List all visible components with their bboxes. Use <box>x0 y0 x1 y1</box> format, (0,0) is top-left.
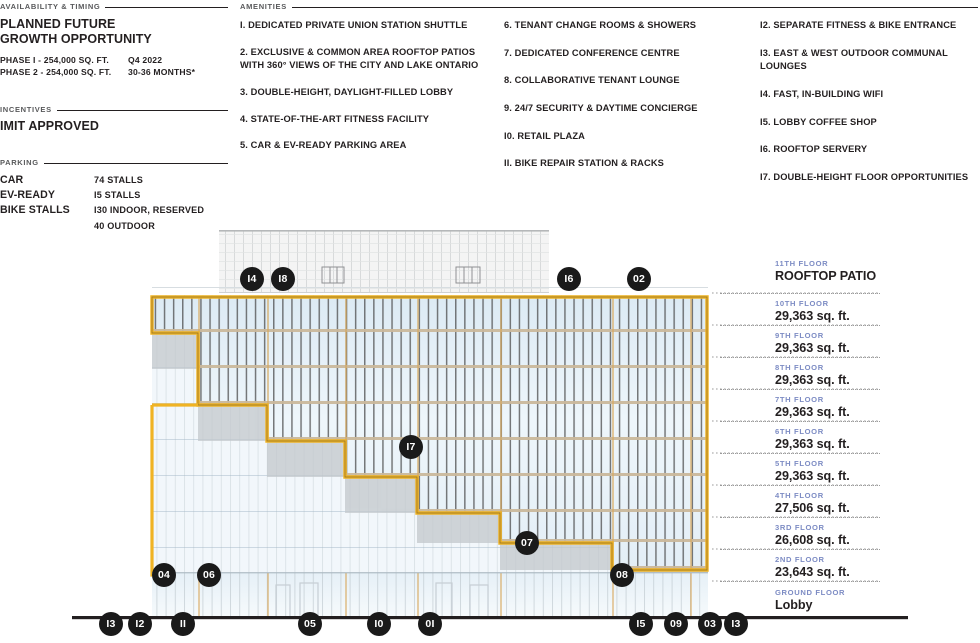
parking-row <box>0 188 228 203</box>
legend-floor-area: 29,363 sq. ft. <box>775 340 850 355</box>
callout-marker[interactable] <box>418 612 442 636</box>
callout-marker[interactable] <box>399 435 423 459</box>
callout-marker-label: 07 <box>520 537 534 549</box>
legend-divider <box>720 325 880 326</box>
callout-marker-label: I6 <box>564 273 574 285</box>
header-rule <box>44 163 228 164</box>
callout-marker-label: I4 <box>247 273 257 285</box>
legend-floor-label: 3RD FLOOR <box>775 523 825 532</box>
callout-marker-label: I7 <box>406 441 416 453</box>
legend-row <box>775 364 975 387</box>
legend-divider <box>720 517 880 518</box>
mechanical-penthouse <box>219 231 549 293</box>
amenity-item: 8. COLLABORATIVE TENANT LOUNGE <box>504 75 680 86</box>
legend-row <box>775 300 975 323</box>
callout-marker-label: I0 <box>374 618 384 630</box>
callout-marker-label: 03 <box>703 618 717 630</box>
amenities-column-2 <box>504 19 760 199</box>
incentives-value: IMIT APPROVED <box>0 118 99 133</box>
legend-floor-area: 29,363 sq. ft. <box>775 468 850 483</box>
callout-marker-label: 04 <box>157 569 171 581</box>
callout-marker-label: 06 <box>202 569 216 581</box>
legend-floor-area: 29,363 sq. ft. <box>775 372 850 387</box>
phase-table <box>0 54 228 78</box>
callout-marker-label: 05 <box>303 618 317 630</box>
amenities-grid <box>240 19 978 199</box>
legend-divider <box>720 357 880 358</box>
callout-marker[interactable] <box>271 267 295 291</box>
legend-row <box>775 524 975 547</box>
availability-section-label: AVAILABILITY & TIMING <box>0 2 101 11</box>
amenity-item: 5. CAR & EV-READY PARKING AREA <box>240 140 407 151</box>
legend-divider <box>720 453 880 454</box>
callout-marker-label: 0I <box>425 618 435 630</box>
callout-marker-label: I5 <box>636 618 646 630</box>
callout-marker-label: I3 <box>106 618 116 630</box>
legend-row <box>775 460 975 483</box>
phase-timing: Q4 2022 <box>128 54 163 65</box>
legend-floor-label: 4TH FLOOR <box>775 491 824 500</box>
callout-marker-label: I3 <box>731 618 741 630</box>
parking-row <box>0 203 228 218</box>
parking-value: 74 STALLS <box>94 174 143 185</box>
legend-floor-label: 10TH FLOOR <box>775 299 829 308</box>
callout-marker-label: II <box>179 618 187 630</box>
amenity-item: II. BIKE REPAIR STATION & RACKS <box>504 158 664 169</box>
callout-marker-label: 09 <box>669 618 683 630</box>
phase-timing: 30-36 MONTHS* <box>128 66 196 77</box>
amenities-column-1 <box>240 19 504 199</box>
legend-floor-label: 8TH FLOOR <box>775 363 824 372</box>
amenity-item: 9. 24/7 SECURITY & DAYTIME CONCIERGE <box>504 102 698 113</box>
amenity-item: I4. FAST, IN-BUILDING WIFI <box>760 88 884 99</box>
legend-divider <box>720 293 880 294</box>
phase-size: PHASE I - 254,000 SQ. FT. <box>0 54 109 65</box>
callout-marker-label: 02 <box>632 273 646 285</box>
callout-marker[interactable] <box>698 612 722 636</box>
legend-row <box>775 589 975 612</box>
amenity-item: I6. ROOFTOP SERVERY <box>760 144 868 155</box>
legend-floor-label: 6TH FLOOR <box>775 427 824 436</box>
callout-marker[interactable] <box>128 612 152 636</box>
incentives-header <box>0 105 228 114</box>
parking-label: CAR <box>0 173 24 186</box>
legend-row <box>775 556 975 579</box>
parking-section-label: PARKING <box>0 157 39 167</box>
parking-value: I30 INDOOR, RESERVED <box>94 205 205 216</box>
legend-row <box>775 492 975 515</box>
callout-marker[interactable] <box>557 267 581 291</box>
callout-marker-label: I8 <box>278 273 288 285</box>
callout-marker[interactable] <box>197 563 221 587</box>
parking-value: 40 OUTDOOR <box>94 220 155 231</box>
callout-marker[interactable] <box>627 267 651 291</box>
amenity-item: 7. DEDICATED CONFERENCE CENTRE <box>504 47 680 58</box>
incentives-section-label: INCENTIVES <box>0 104 52 114</box>
availability-title-line2: GROWTH OPPORTUNITY <box>0 32 152 47</box>
callout-marker-label: 08 <box>615 569 629 581</box>
legend-row <box>775 396 975 419</box>
callout-marker[interactable] <box>367 612 391 636</box>
legend-floor-label: GROUND FLOOR <box>775 588 846 597</box>
amenities-header <box>240 2 978 11</box>
parking-label: BIKE STALLS <box>0 204 70 217</box>
availability-title <box>0 17 228 48</box>
penthouse-cap <box>219 230 549 232</box>
legend-floor-label: 7TH FLOOR <box>775 395 824 404</box>
amenity-item: 4. STATE-OF-THE-ART FITNESS FACILITY <box>240 113 430 124</box>
callout-marker[interactable] <box>610 563 634 587</box>
legend-row <box>775 332 975 355</box>
amenities-section-label: AMENITIES <box>240 2 287 11</box>
penthouse-base <box>219 292 549 293</box>
legend-row <box>775 260 975 283</box>
amenity-item: I0. RETAIL PLAZA <box>504 130 585 141</box>
legend-floor-label: 2ND FLOOR <box>775 555 825 564</box>
amenity-item: 2. EXCLUSIVE & COMMON AREA ROOFTOP PATIOS WITH 360° VIEWS OF THE CITY AND LAKE ONTARIO <box>240 46 479 71</box>
legend-divider <box>720 421 880 422</box>
amenity-item: I7. DOUBLE-HEIGHT FLOOR OPPORTUNITIES <box>760 171 969 182</box>
amenity-item: 6. TENANT CHANGE ROOMS & SHOWERS <box>504 20 697 30</box>
legend-floor-label: 11TH FLOOR <box>775 259 829 268</box>
legend-floor-area: 29,363 sq. ft. <box>775 404 850 419</box>
amenity-item: I. DEDICATED PRIVATE UNION STATION SHUTTLE <box>240 20 468 30</box>
legend-divider <box>720 485 880 486</box>
callout-marker[interactable] <box>240 267 264 291</box>
legend-floor-label: 9TH FLOOR <box>775 331 824 340</box>
parking-label: EV-READY <box>0 189 56 202</box>
legend-divider <box>720 389 880 390</box>
phase-row <box>0 54 228 66</box>
amenities-section <box>240 2 978 199</box>
callout-marker[interactable] <box>664 612 688 636</box>
amenity-item: I5. LOBBY COFFEE SHOP <box>760 116 877 127</box>
legend-floor-area: 29,363 sq. ft. <box>775 308 850 323</box>
legend-divider <box>720 549 880 550</box>
callout-marker[interactable] <box>152 563 176 587</box>
callout-marker[interactable] <box>99 612 123 636</box>
legend-floor-area: ROOFTOP PATIO <box>775 268 877 283</box>
amenity-item: I3. EAST & WEST OUTDOOR COMMUNAL LOUNGES <box>760 47 948 72</box>
parking-header <box>0 158 228 167</box>
parking-table <box>0 173 228 233</box>
legend-row <box>775 428 975 451</box>
legend-floor-area: 23,643 sq. ft. <box>775 564 850 579</box>
amenities-column-3 <box>760 19 978 199</box>
grade-line <box>72 616 908 619</box>
header-rule <box>57 110 228 111</box>
header-rule <box>292 7 978 8</box>
legend-floor-area: 26,608 sq. ft. <box>775 532 850 547</box>
phase-size: PHASE 2 - 254,000 SQ. FT. <box>0 66 112 77</box>
availability-section <box>0 2 228 233</box>
callout-marker-label: I2 <box>135 618 145 630</box>
callout-marker[interactable] <box>171 612 195 636</box>
parking-row <box>0 173 228 188</box>
amenity-item: I2. SEPARATE FITNESS & BIKE ENTRANCE <box>760 20 957 30</box>
legend-floor-label: 5TH FLOOR <box>775 459 824 468</box>
callout-marker[interactable] <box>298 612 322 636</box>
parking-value: I5 STALLS <box>94 190 141 201</box>
legend-floor-area: Lobby <box>775 597 813 612</box>
phase-row <box>0 66 228 78</box>
header-rule <box>105 7 228 8</box>
legend-divider <box>720 581 880 582</box>
availability-header <box>0 2 228 11</box>
roof-line <box>152 287 708 288</box>
legend-floor-area: 27,506 sq. ft. <box>775 500 850 515</box>
callout-marker[interactable] <box>515 531 539 555</box>
availability-title-line1: PLANNED FUTURE <box>0 17 116 31</box>
amenity-item: 3. DOUBLE-HEIGHT, DAYLIGHT-FILLED LOBBY <box>240 86 454 97</box>
legend-floor-area: 29,363 sq. ft. <box>775 436 850 451</box>
callout-marker[interactable] <box>629 612 653 636</box>
callout-marker[interactable] <box>724 612 748 636</box>
